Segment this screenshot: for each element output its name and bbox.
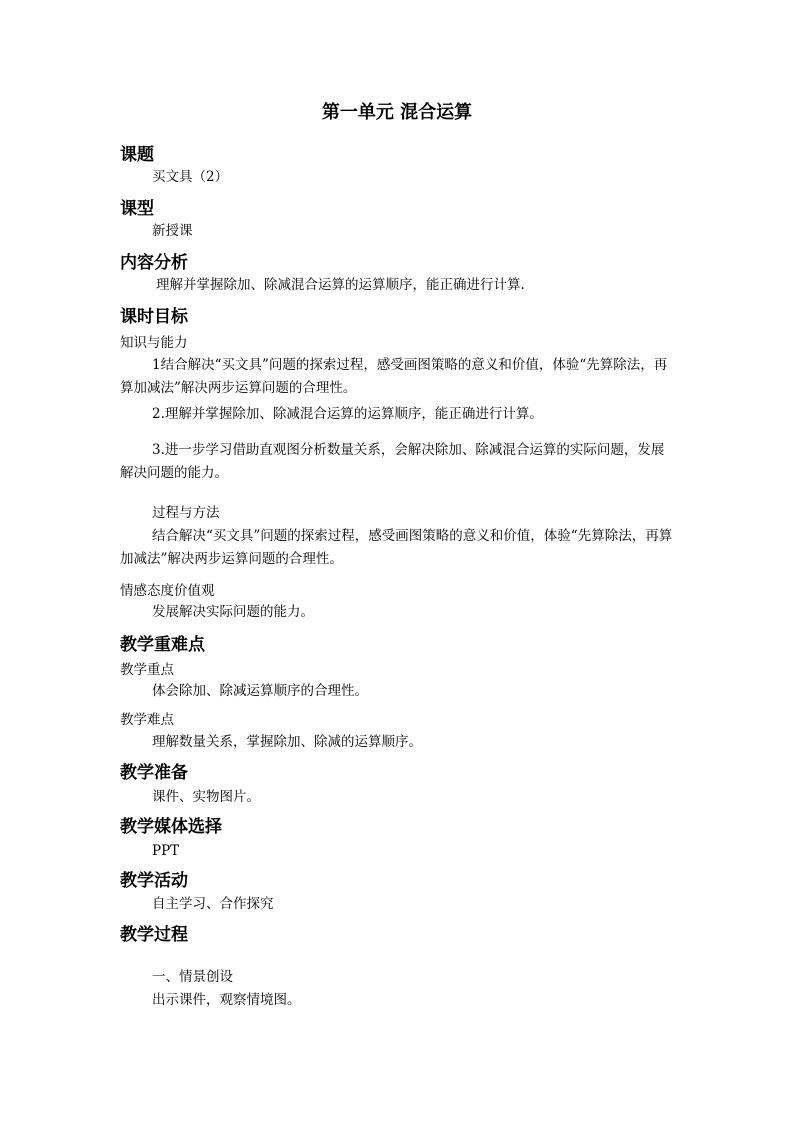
- subheading-knowledge: 知识与能力: [120, 335, 188, 351]
- topic-text: 买文具（2）: [152, 169, 229, 185]
- focus-text: 体会除加、除减运算顺序的合理性。: [152, 683, 368, 699]
- step-1-title: 一、情景创设: [152, 969, 233, 985]
- heading-goals: 课时目标: [120, 307, 188, 327]
- heading-preparation: 教学准备: [120, 763, 188, 783]
- heading-process-steps: 教学过程: [120, 925, 188, 945]
- knowledge-item-3: 3.进一步学习借助直观图分析数量关系，会解决除加、除减混合运算的实际问题，发展解决问题的能力。: [120, 442, 665, 481]
- difficulty-text: 理解数量关系，掌握除加、除减的运算顺序。: [152, 734, 422, 750]
- page-title: 第一单元 混合运算: [321, 102, 473, 123]
- subheading-emotion: 情感态度价值观: [120, 583, 215, 599]
- heading-content: 内容分析: [120, 253, 188, 273]
- process-text: 结合解决“买文具”问题的探索过程，感受画图策略的意义和价值，体验“先算除法，再算加减法”解决两步运算问题的合理性。: [120, 528, 673, 567]
- knowledge-item-1: 1结合解决“买文具”问题的探索过程，感受画图策略的意义和价值，体验“先算除法，再算加减法”解决两步运算问题的合理性。: [120, 357, 668, 396]
- subheading-process: 过程与方法: [152, 505, 220, 521]
- heading-topic: 课题: [120, 145, 154, 165]
- media-text: PPT: [152, 843, 180, 859]
- heading-key-points: 教学重难点: [120, 635, 205, 655]
- subheading-difficulty: 教学难点: [120, 712, 174, 728]
- heading-activity: 教学活动: [120, 871, 188, 891]
- knowledge-item-2: 2.理解并掌握除加、除减混合运算的运算顺序，能正确进行计算。: [152, 406, 543, 422]
- emotion-text: 发展解决实际问题的能力。: [152, 604, 314, 620]
- content-text: 理解并掌握除加、除减混合运算的运算顺序，能正确进行计算.: [156, 277, 525, 293]
- subheading-focus: 教学重点: [120, 662, 174, 678]
- heading-type: 课型: [120, 199, 154, 219]
- step-1-text: 出示课件，观察情境图。: [152, 992, 301, 1008]
- preparation-text: 课件、实物图片。: [152, 789, 260, 805]
- activity-text: 自主学习、合作探究: [152, 896, 274, 912]
- type-text: 新授课: [152, 223, 193, 239]
- heading-media: 教学媒体选择: [120, 817, 222, 837]
